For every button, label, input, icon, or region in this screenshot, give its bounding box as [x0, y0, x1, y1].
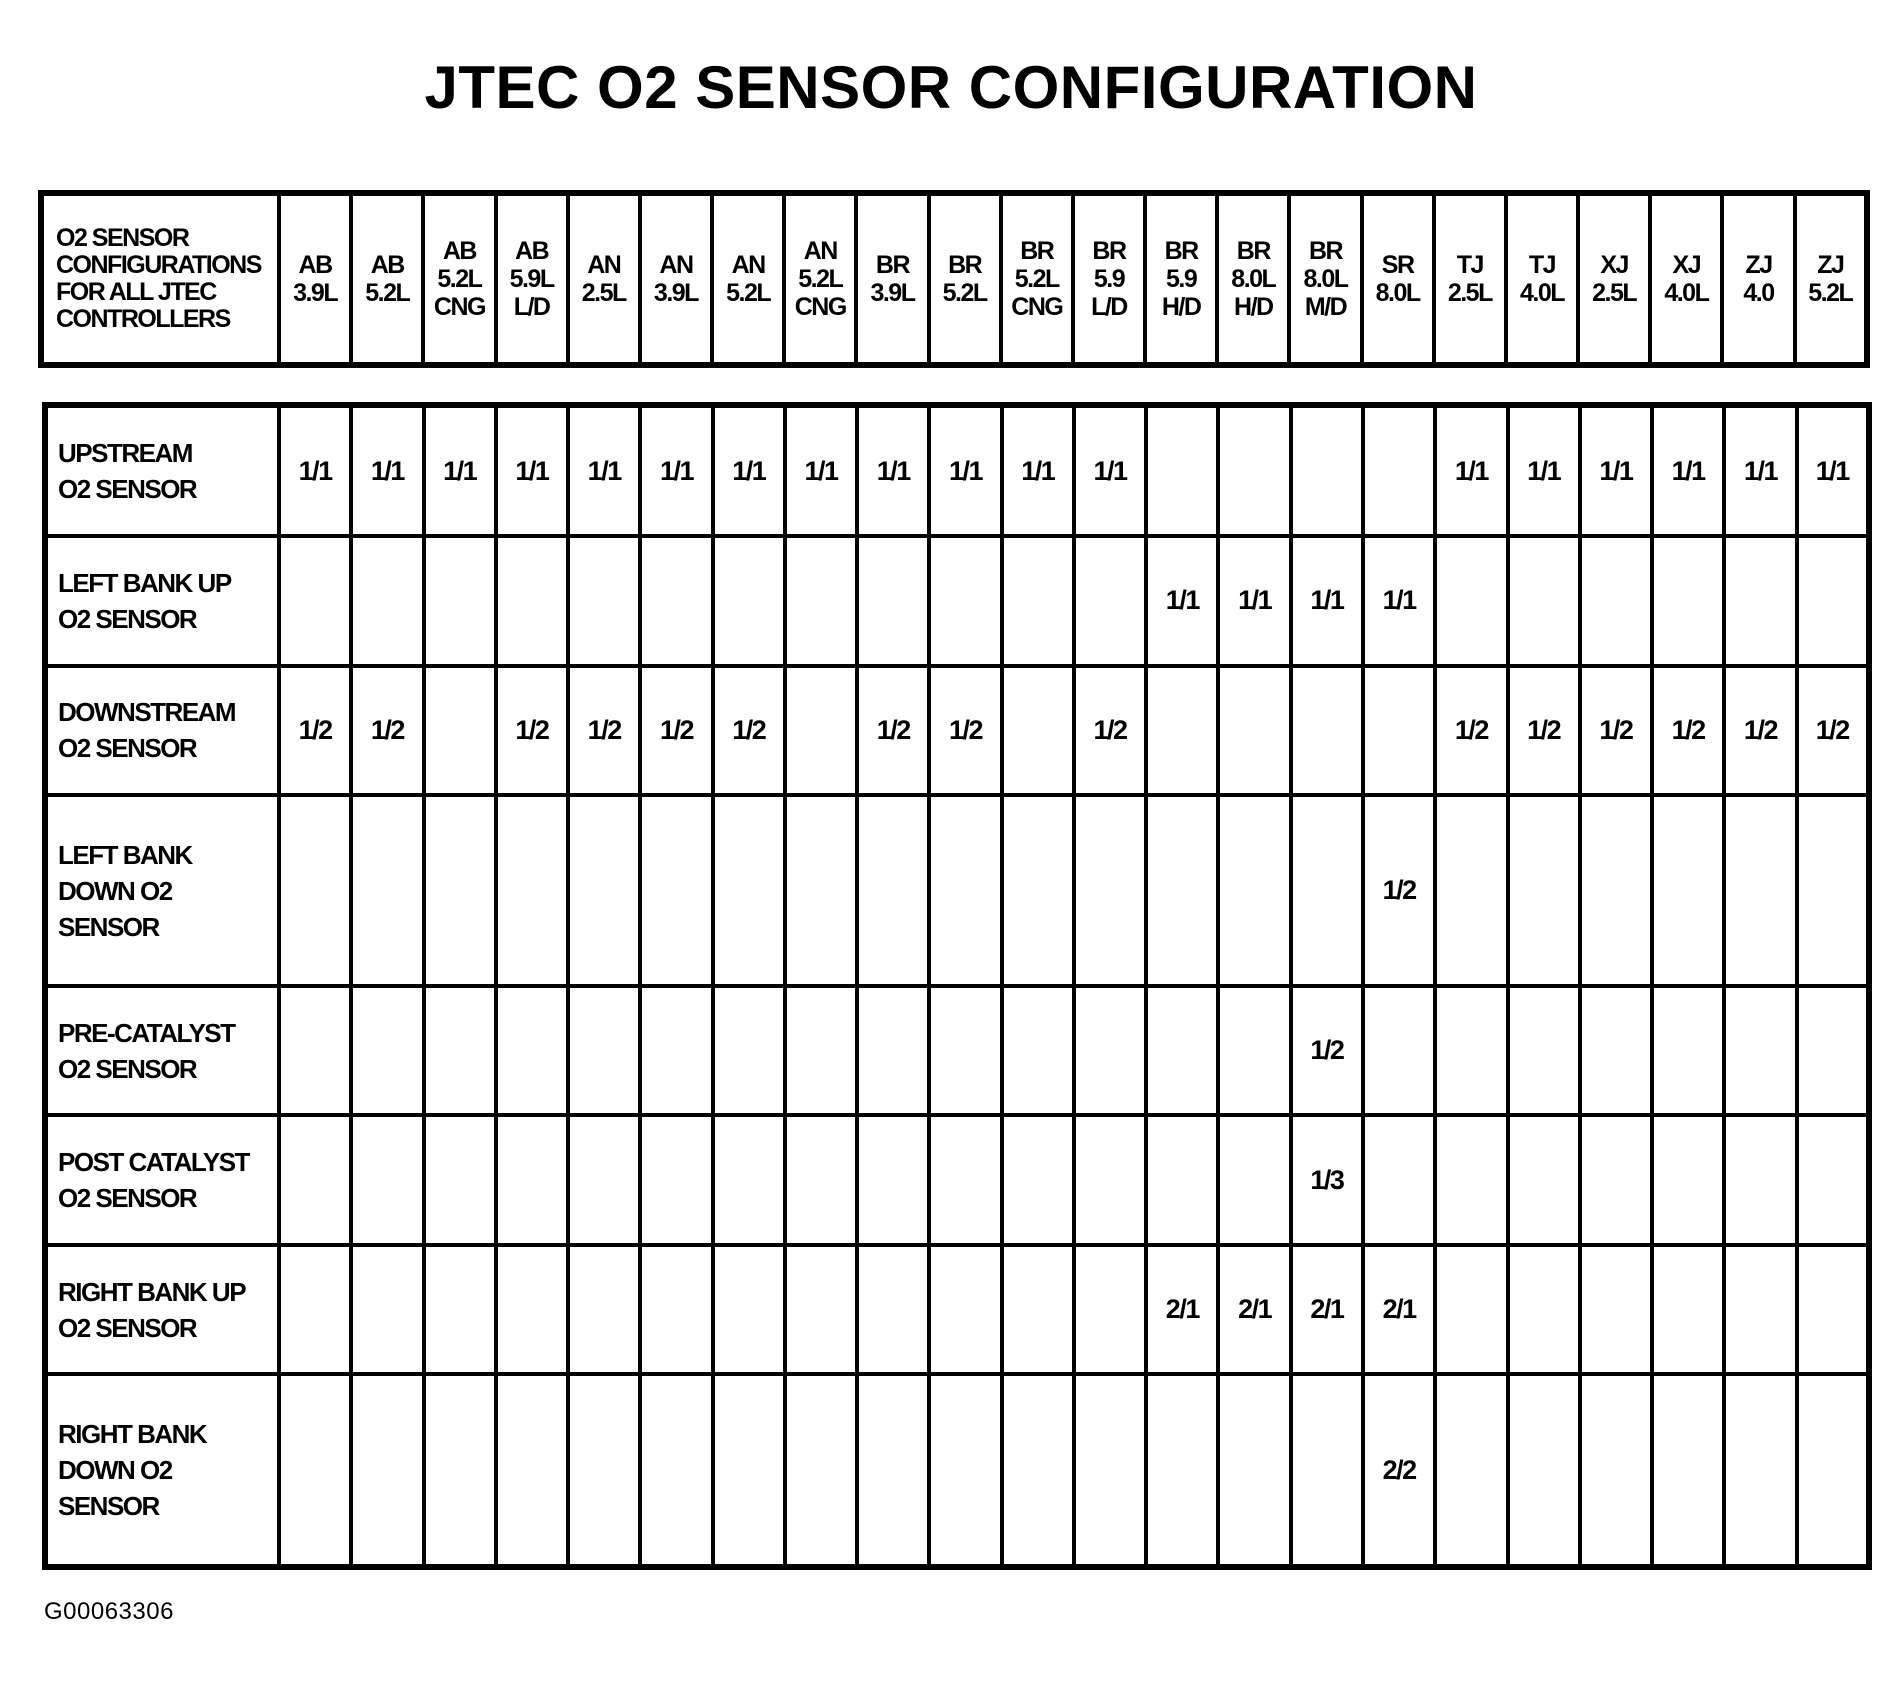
table-cell: 1/1	[1291, 536, 1363, 665]
table-cell: 1/2	[496, 666, 568, 795]
table-cell	[568, 536, 640, 665]
column-header: AN 5.2L CNG	[784, 193, 856, 365]
table-cell	[568, 1115, 640, 1244]
table-cell	[568, 1245, 640, 1374]
table-cell	[713, 1245, 785, 1374]
table-cell	[1146, 1115, 1218, 1244]
table-row	[45, 986, 1869, 1115]
table-cell	[279, 1374, 351, 1567]
table-cell	[929, 795, 1001, 986]
table-cell	[1146, 405, 1218, 536]
table-cell	[279, 986, 351, 1115]
table-cell: 2/2	[1363, 1374, 1435, 1567]
table-cell: 1/1	[713, 405, 785, 536]
table-cell: 2/1	[1218, 1245, 1290, 1374]
row-label: UPSTREAM O2 SENSOR	[45, 405, 279, 536]
table-cell	[424, 1374, 496, 1567]
column-header: AB 5.2L CNG	[423, 193, 495, 365]
table-cell	[351, 795, 423, 986]
table-cell	[1724, 986, 1796, 1115]
table-cell	[1580, 986, 1652, 1115]
table-cell	[351, 536, 423, 665]
table-cell	[1074, 1245, 1146, 1374]
table-cell	[1508, 1115, 1580, 1244]
table-cell	[424, 795, 496, 986]
table-cell	[1435, 986, 1507, 1115]
table-cell: 1/2	[1291, 986, 1363, 1115]
table-cell	[857, 1115, 929, 1244]
table-cell	[1652, 1245, 1724, 1374]
table-cell	[1074, 536, 1146, 665]
table-cell	[424, 1245, 496, 1374]
table-cell	[929, 986, 1001, 1115]
column-header-table	[38, 190, 1870, 368]
table-cell	[1435, 1245, 1507, 1374]
column-header: AB 5.9L L/D	[496, 193, 568, 365]
table-cell: 1/1	[1580, 405, 1652, 536]
table-cell	[424, 1115, 496, 1244]
table-cell	[1218, 795, 1290, 986]
table-cell	[1074, 1115, 1146, 1244]
table-cell: 1/1	[1652, 405, 1724, 536]
table-cell	[785, 1374, 857, 1567]
table-cell	[1508, 1245, 1580, 1374]
table-cell: 1/2	[1652, 666, 1724, 795]
table-cell: 1/2	[929, 666, 1001, 795]
table-cell	[496, 986, 568, 1115]
table-cell	[1002, 1245, 1074, 1374]
table-cell	[1652, 1115, 1724, 1244]
table-cell	[1363, 405, 1435, 536]
table-cell	[1363, 1115, 1435, 1244]
table-cell	[1580, 1374, 1652, 1567]
table-cell	[785, 986, 857, 1115]
table-cell	[1797, 536, 1869, 665]
row-label: PRE-CATALYST O2 SENSOR	[45, 986, 279, 1115]
row-label: POST CATALYST O2 SENSOR	[45, 1115, 279, 1244]
table-cell: 1/2	[279, 666, 351, 795]
table-cell	[1291, 1374, 1363, 1567]
table-cell	[1797, 1374, 1869, 1567]
table-cell	[1002, 986, 1074, 1115]
table-cell: 1/1	[1363, 536, 1435, 665]
table-cell	[279, 1245, 351, 1374]
table-cell	[1797, 986, 1869, 1115]
table-cell	[1652, 536, 1724, 665]
table-cell: 1/2	[1724, 666, 1796, 795]
table-cell: 1/1	[1797, 405, 1869, 536]
table-cell: 1/1	[1074, 405, 1146, 536]
table-cell	[1291, 405, 1363, 536]
table-cell: 2/1	[1146, 1245, 1218, 1374]
table-row	[45, 666, 1869, 795]
table-cell	[1580, 1115, 1652, 1244]
table-cell	[1652, 795, 1724, 986]
table-cell: 1/2	[857, 666, 929, 795]
table-cell: 1/2	[1797, 666, 1869, 795]
table-cell	[1146, 666, 1218, 795]
table-cell	[351, 1245, 423, 1374]
table-cell	[568, 986, 640, 1115]
page-title: JTEC O2 SENSOR CONFIGURATION	[424, 54, 1478, 121]
table-cell	[424, 666, 496, 795]
table-cell: 1/2	[1435, 666, 1507, 795]
table-cell	[568, 1374, 640, 1567]
table-cell	[1435, 1374, 1507, 1567]
table-cell	[351, 986, 423, 1115]
column-header: AN 2.5L	[568, 193, 640, 365]
table-cell	[279, 1115, 351, 1244]
table-cell	[857, 1374, 929, 1567]
table-cell	[496, 1115, 568, 1244]
table-cell	[1363, 986, 1435, 1115]
table-cell	[1146, 795, 1218, 986]
table-cell	[929, 1115, 1001, 1244]
table-cell	[1218, 1115, 1290, 1244]
table-cell	[713, 795, 785, 986]
figure-id: G00063306	[44, 1598, 174, 1625]
column-header: AN 3.9L	[640, 193, 712, 365]
table-cell	[1074, 1374, 1146, 1567]
table-cell	[424, 536, 496, 665]
table-cell	[496, 536, 568, 665]
row-label: RIGHT BANK UP O2 SENSOR	[45, 1245, 279, 1374]
table-cell: 2/1	[1291, 1245, 1363, 1374]
table-cell	[640, 986, 712, 1115]
table-cell	[1218, 1374, 1290, 1567]
table-cell: 1/2	[640, 666, 712, 795]
table-cell	[496, 1245, 568, 1374]
table-cell: 1/1	[1218, 536, 1290, 665]
table-cell: 1/2	[1580, 666, 1652, 795]
table-cell: 1/1	[1146, 536, 1218, 665]
table-cell	[1724, 795, 1796, 986]
table-cell	[1508, 795, 1580, 986]
table-cell	[640, 1115, 712, 1244]
table-cell	[785, 795, 857, 986]
table-cell	[1002, 536, 1074, 665]
table-cell	[1580, 536, 1652, 665]
column-header: ZJ 4.0	[1722, 193, 1794, 365]
table-cell: 1/1	[279, 405, 351, 536]
sensor-config-table	[42, 402, 1872, 1570]
table-cell: 1/1	[1002, 405, 1074, 536]
table-cell: 1/1	[640, 405, 712, 536]
table-cell	[1218, 405, 1290, 536]
table-cell	[1146, 1374, 1218, 1567]
column-header: XJ 2.5L	[1578, 193, 1650, 365]
table-cell	[1435, 795, 1507, 986]
table-cell: 1/1	[857, 405, 929, 536]
table-cell	[496, 795, 568, 986]
table-cell	[1074, 795, 1146, 986]
row-label: LEFT BANK UP O2 SENSOR	[45, 536, 279, 665]
table-cell: 2/1	[1363, 1245, 1435, 1374]
row-label: RIGHT BANK DOWN O2 SENSOR	[45, 1374, 279, 1567]
table-cell	[929, 1245, 1001, 1374]
table-cell: 1/2	[1363, 795, 1435, 986]
table-cell	[279, 795, 351, 986]
column-header: BR 5.2L CNG	[1001, 193, 1073, 365]
table-cell	[1652, 986, 1724, 1115]
table-cell: 1/1	[1724, 405, 1796, 536]
column-header: TJ 4.0L	[1506, 193, 1578, 365]
table-cell	[713, 1374, 785, 1567]
table-cell: 1/2	[713, 666, 785, 795]
table-cell	[857, 536, 929, 665]
table-cell	[1218, 986, 1290, 1115]
table-cell	[1435, 536, 1507, 665]
table-row	[45, 1115, 1869, 1244]
table-cell	[1580, 795, 1652, 986]
column-header: TJ 2.5L	[1434, 193, 1506, 365]
table-cell	[1508, 1374, 1580, 1567]
table-cell	[351, 1374, 423, 1567]
column-header: BR 5.9 L/D	[1073, 193, 1145, 365]
table-cell	[1724, 1374, 1796, 1567]
table-cell	[929, 1374, 1001, 1567]
table-cell	[785, 1115, 857, 1244]
table-cell	[279, 536, 351, 665]
table-cell: 1/3	[1291, 1115, 1363, 1244]
table-cell	[713, 1115, 785, 1244]
table-cell	[351, 1115, 423, 1244]
table-cell: 1/1	[496, 405, 568, 536]
column-header: BR 5.2L	[929, 193, 1001, 365]
table-row	[45, 1374, 1869, 1567]
table-cell	[640, 795, 712, 986]
table-cell	[1652, 1374, 1724, 1567]
table-row	[45, 1245, 1869, 1374]
column-header: AB 3.9L	[279, 193, 351, 365]
table-cell	[1508, 536, 1580, 665]
table-cell: 1/2	[351, 666, 423, 795]
table-row	[45, 795, 1869, 986]
table-cell	[568, 795, 640, 986]
table-cell	[1002, 795, 1074, 986]
table-cell	[424, 986, 496, 1115]
table-cell	[857, 1245, 929, 1374]
table-cell	[496, 1374, 568, 1567]
table-cell: 1/1	[351, 405, 423, 536]
table-cell: 1/1	[424, 405, 496, 536]
table-cell	[1291, 795, 1363, 986]
table-cell	[1435, 1115, 1507, 1244]
table-cell: 1/1	[929, 405, 1001, 536]
table-cell: 1/1	[1508, 405, 1580, 536]
table-cell	[1002, 1374, 1074, 1567]
table-row	[45, 536, 1869, 665]
table-cell	[1002, 1115, 1074, 1244]
row-label: LEFT BANK DOWN O2 SENSOR	[45, 795, 279, 986]
table-cell: 1/2	[1074, 666, 1146, 795]
table-cell	[1508, 986, 1580, 1115]
table-cell	[1724, 536, 1796, 665]
table-cell	[785, 1245, 857, 1374]
column-header: BR 8.0L M/D	[1289, 193, 1361, 365]
table-cell	[713, 986, 785, 1115]
column-header: AB 5.2L	[351, 193, 423, 365]
column-header: XJ 4.0L	[1650, 193, 1722, 365]
table-cell	[1074, 986, 1146, 1115]
table-cell	[1797, 795, 1869, 986]
column-header: ZJ 5.2L	[1795, 193, 1867, 365]
table-cell	[929, 536, 1001, 665]
corner-label: O2 SENSOR CONFIGURATIONS FOR ALL JTEC CONTROLLERS	[41, 193, 279, 365]
column-header: BR 5.9 H/D	[1145, 193, 1217, 365]
table-cell	[713, 536, 785, 665]
table-cell: 1/1	[568, 405, 640, 536]
table-cell: 1/1	[785, 405, 857, 536]
table-cell: 1/1	[1435, 405, 1507, 536]
table-cell	[1797, 1115, 1869, 1244]
table-cell	[640, 1245, 712, 1374]
column-header: BR 8.0L H/D	[1217, 193, 1289, 365]
table-cell	[857, 795, 929, 986]
table-cell	[785, 666, 857, 795]
column-header: AN 5.2L	[712, 193, 784, 365]
table-cell	[1363, 666, 1435, 795]
table-cell	[1724, 1245, 1796, 1374]
table-cell	[640, 1374, 712, 1567]
table-cell	[1797, 1245, 1869, 1374]
row-label: DOWNSTREAM O2 SENSOR	[45, 666, 279, 795]
table-cell	[1218, 666, 1290, 795]
table-row	[45, 405, 1869, 536]
column-header: SR 8.0L	[1362, 193, 1434, 365]
table-cell	[1146, 986, 1218, 1115]
table-cell	[785, 536, 857, 665]
table-cell: 1/2	[568, 666, 640, 795]
table-cell	[857, 986, 929, 1115]
table-cell	[1580, 1245, 1652, 1374]
table-cell	[1002, 666, 1074, 795]
column-header-row	[41, 193, 1867, 365]
table-cell: 1/2	[1508, 666, 1580, 795]
table-cell	[1291, 666, 1363, 795]
table-cell	[640, 536, 712, 665]
table-cell	[1724, 1115, 1796, 1244]
column-header: BR 3.9L	[856, 193, 928, 365]
